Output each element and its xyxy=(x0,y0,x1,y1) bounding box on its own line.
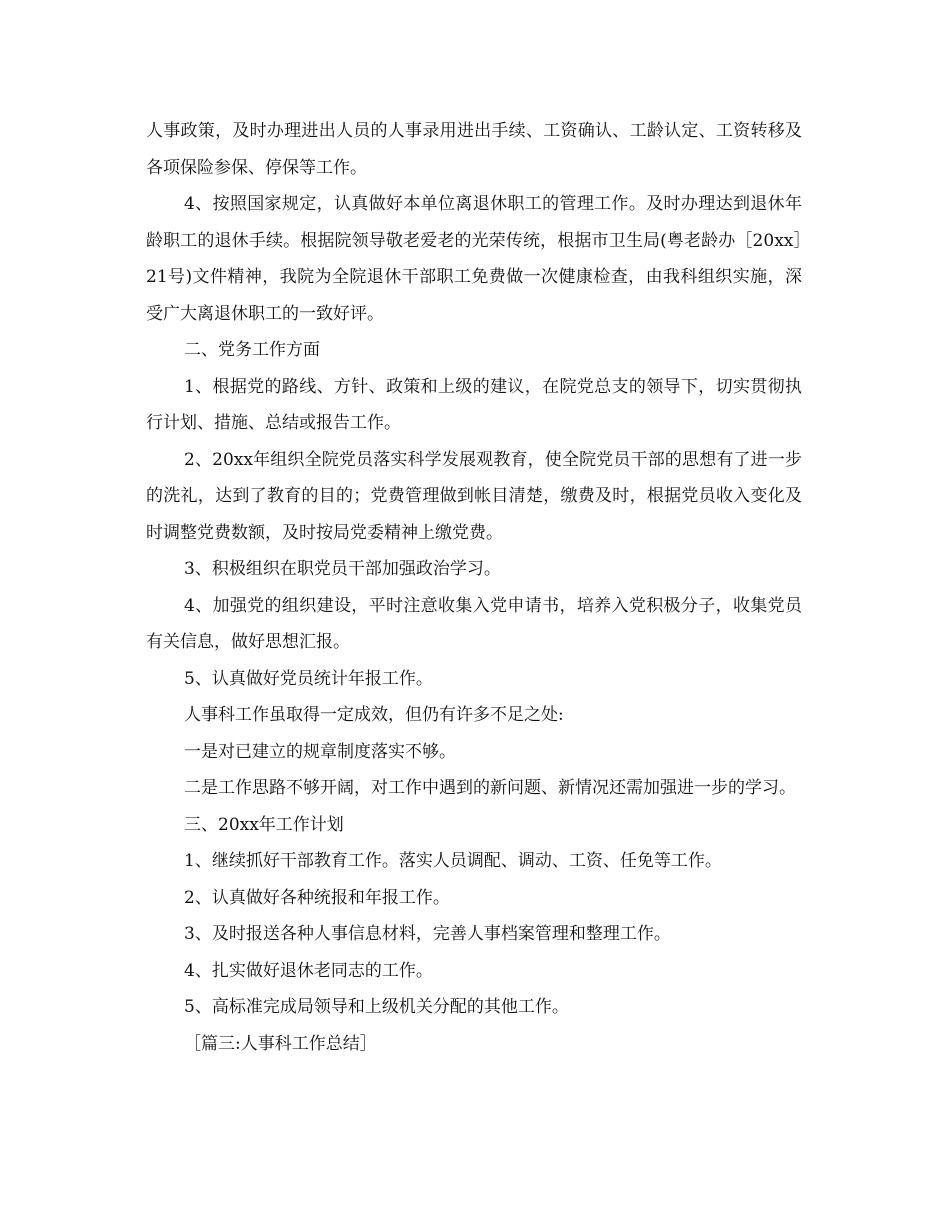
paragraph-plan-item-3: 3、及时报送各种人事信息材料，完善人事档案管理和整理工作。 xyxy=(184,924,671,944)
section-heading-work-plan: 三、20xx年工作计划 xyxy=(184,814,344,835)
paragraph-personnel-policy: 人事政策，及时办理进出人员的人事录用进出手续、工资确认、工龄认定、工资转移及各项保险参保、停保等工作。 xyxy=(146,121,802,178)
paragraph-plan-item-5: 5、高标准完成局领导和上级机关分配的其他工作。 xyxy=(184,997,569,1017)
paragraph-party-item-2: 2、20xx年组织全院党员落实科学发展观教育，使全院党员干部的思想有了进一步的洗礼，达到了教育的目的；党费管理做到帐目清楚，缴费及时，根据党员收入变化及时调整党费数额，及时按局党委精神上缴党费。 xyxy=(146,449,802,543)
section-heading-part-three: ［篇三:人事科工作总结］ xyxy=(184,1033,377,1054)
paragraph-plan-item-4: 4、扎实做好退休老同志的工作。 xyxy=(184,960,433,981)
paragraph-plan-item-1: 1、继续抓好干部教育工作。落实人员调配、调动、工资、任免等工作。 xyxy=(184,851,722,871)
paragraph-plan-item-2: 2、认真做好各种统报和年报工作。 xyxy=(184,887,450,908)
paragraph-shortcoming-2: 二是工作思路不够开阔，对工作中遇到的新问题、新情况还需加强进一步的学习。 xyxy=(184,778,796,798)
document-body xyxy=(146,113,802,1062)
paragraph-shortcomings-intro: 人事科工作虽取得一定成效，但仍有许多不足之处: xyxy=(184,705,564,725)
paragraph-party-item-5: 5、认真做好党员统计年报工作。 xyxy=(184,668,433,689)
paragraph-shortcoming-1: 一是对已建立的规章制度落实不够。 xyxy=(184,741,456,762)
paragraph-party-item-3: 3、积极组织在职党员干部加强政治学习。 xyxy=(184,559,501,579)
paragraph-party-item-1: 1、根据党的路线、方针、政策和上级的建议，在院党总支的领导下，切实贯彻执行计划、措施、总结或报告工作。 xyxy=(146,376,802,433)
paragraph-party-item-4: 4、加强党的组织建设，平时注意收集入党申请书，培养入党积极分子，收集党员有关信息，做好思想汇报。 xyxy=(146,595,802,652)
section-heading-party-affairs: 二、党务工作方面 xyxy=(184,340,320,360)
paragraph-retirement-management: 4、按照国家规定，认真做好本单位离退休职工的管理工作。及时办理达到退休年龄职工的退休手续。根据院领导敬老爱老的光荣传统，根据市卫生局(粤老龄办［20xx］21号)文件精神，我院为全院退休干部职工免费做一次健康检查，由我科组织实施，深受广大离退休职工的一致好评。 xyxy=(146,194,802,324)
